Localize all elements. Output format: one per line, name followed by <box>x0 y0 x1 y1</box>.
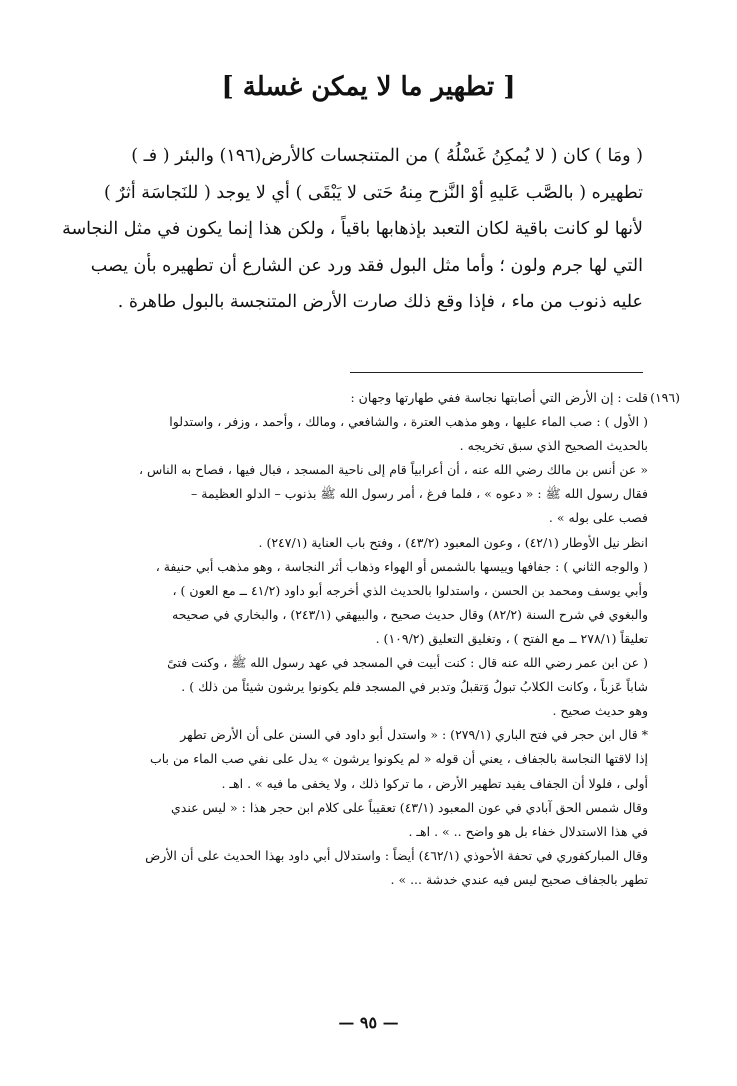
footnote-line: ( الأول ) : صب الماء عليها ، وهو مذهب العترة ، والشافعي ، ومالك ، وأحمد ، وزفر ، واستدلوا <box>169 414 648 430</box>
footnote-line: ( والوجه الثاني ) : جفافها وييسها بالشمس أو الهواء وذهاب أثر النجاسة ، وهو مذهب أبي حنيفة ، <box>155 558 648 574</box>
main-line: تطهيره ( بالصَّب عَليهِ أوْ النَّزح مِنهُ حَتى لا يَبْقَى ) أي لا يوجد ( للنَجاسَة أثرٌ ) <box>103 182 643 203</box>
section-heading: [ تطهير ما لا يمكن غسلة ] <box>221 72 516 102</box>
footnote-line: إذا لاقتها النجاسة بالجفاف ، يعني أن قوله « لم يكونوا يرشون » يدل على نفي صب الماء من باب <box>149 751 648 767</box>
footnote-line: شاباً عَزباً ، وكانت الكلابُ تبولُ وَتقبلُ وتدبر في المسجد فلم يكونوا يرشون شيئاً من ذلك ) . <box>181 679 648 695</box>
page-number: — ٩٥ — <box>338 1013 399 1032</box>
footnote-number: (١٩٦) <box>650 390 680 405</box>
footnote-line: تعليقاً (٢٧٨/١ ــ مع الفتح ) ، وتغليق التعليق (١٠٩/٢) . <box>375 630 648 646</box>
footnote-line: « عن أنس بن مالك رضي الله عنه ، أن أعرابياً قام إلى ناحية المسجد ، فبال فيها ، فصاح به الناس ، <box>139 462 648 478</box>
main-line: التي لها جرم ولون ؛ وأما مثل البول فقد ورد عن الشارع أن تطهيره بأن يصب <box>90 255 643 276</box>
footnote-line: وقال المباركفوري في تحفة الأحوذي (٤٦٢/١) أيضاً : واستدلال أبي داود بهذا الحديث على أن الأرض <box>145 847 648 863</box>
footnote-line: (١٩٦)قلت : إن الأرض التي أصابتها نجاسة ففي طهارتها وجهان : <box>88 386 680 410</box>
footnote-line: وهو حديث صحيح . <box>552 703 648 719</box>
footnote-line: وقال شمس الحق آبادي في عون المعبود (٤٣/١) تعقيباً على كلام ابن حجر هذا : « ليس عندي <box>170 799 648 815</box>
footnote-line: والبغوي في شرح السنة (٨٢/٢) وقال حديث صحيح ، والبيهقي (٢٤٣/١) ، والبخاري في صحيحه <box>172 606 648 622</box>
footnote-line: فقال رسول الله ﷺ : « دعوه » ، فلما فرغ ، أمر رسول الله ﷺ بذنوب – الدلو العظيمة – <box>191 486 648 502</box>
footnote-line: بالحديث الصحيح الذي سبق تخريجه . <box>459 438 648 454</box>
main-text <box>62 138 643 321</box>
footnote-line: تطهر بالجفاف صحيح ليس فيه عندي خدشة ... » . <box>390 871 648 887</box>
main-line: عليه ذنوب من ماء ، فإذا وقع ذلك صارت الأرض المتنجسة بالبول طاهرة . <box>117 292 643 312</box>
footnote-line: فصب على بوله » . <box>548 510 648 526</box>
footnote-line: وأبي يوسف ومحمد بن الحسن ، واستدلوا بالحديث الذي أخرجه أبو داود (٤١/٢ ــ مع العون ) ، <box>172 582 648 598</box>
main-line: ( ومَا ) كان ( لا يُمكِنُ غَسْلُهُ ) من المتنجسات كالأرض(١٩٦) والبئر ( فـ ) <box>131 146 643 166</box>
footnote-line: انظر نيل الأوطار (٤٢/١) ، وعون المعبود (٤٣/٢) ، وفتح باب العناية (٢٤٧/١) . <box>258 534 648 550</box>
footnote-line: * قال ابن حجر في فتح الباري (٢٧٩/١) : « واستدل أبو داود في السنن على أن الأرض تطهر <box>180 727 648 743</box>
footnote-line: ( عن ابن عمر رضي الله عنه قال : كنت أبيت في المسجد في عهد رسول الله ﷺ ، وكنت فتىً <box>167 655 648 671</box>
footnote-separator <box>350 372 643 373</box>
footnote-line: في هذا الاستدلال خفاء بل هو واضح .. » . اهـ . <box>408 823 648 839</box>
footnote <box>88 386 680 892</box>
main-line: لأنها لو كانت باقية لكان التعبد بإذهابها باقياً ، ولكن هذا إنما يكون في مثل النجاسة <box>62 219 643 239</box>
footnote-line: أولى ، فلولا أن الجفاف يفيد تطهير الأرض ، ما تركوا ذلك ، ولا يخفى ما فيه » . اهـ . <box>221 775 648 791</box>
